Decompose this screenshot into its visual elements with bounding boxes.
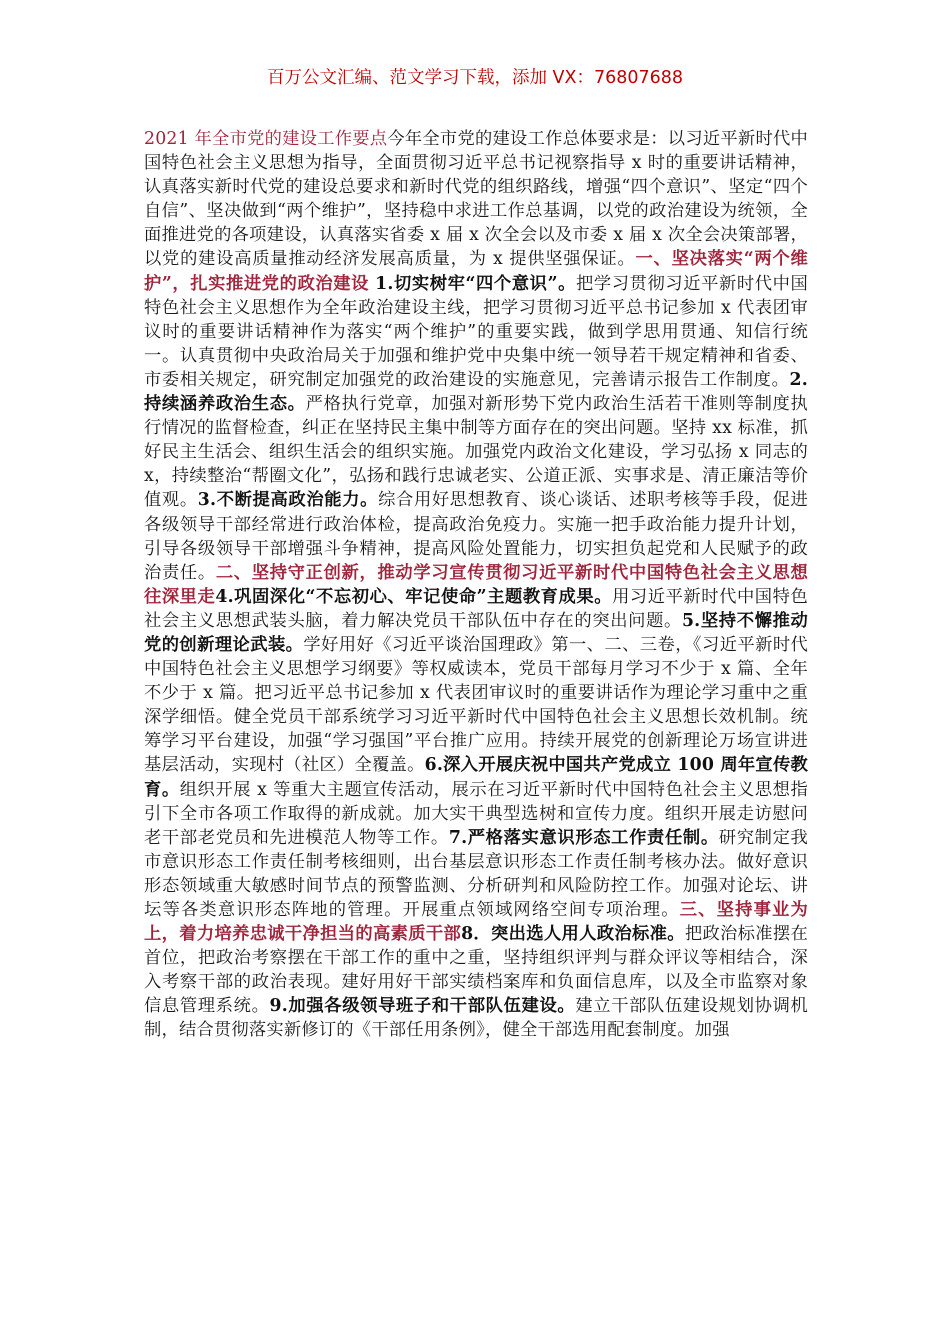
header-banner: 百万公文汇编、范文学习下载，添加 VX：76807688 bbox=[266, 68, 684, 88]
item-6-text: 组织开展 x 等重大主题宣传活动，展示在习近平新时代中国特色社会主义思想指引下全市各项工作取得的新成就。加大实干典型选树和宣传力度。组织开展走访慰问老干部老党员和先进模范人物等工作。 bbox=[144, 779, 808, 848]
document-body bbox=[144, 127, 808, 1043]
section-3-heading: 三、坚持事业为上，着力培养忠诚干净担当的高素质干部 bbox=[144, 900, 808, 945]
item-7-heading: 7.严格落实意识形态工作责任制。 bbox=[448, 827, 719, 848]
item-2-heading: 2.持续涵养政治生态。 bbox=[144, 369, 808, 415]
item-6-heading: 6.深入开展庆祝中国共产党成立 100 周年宣传教育。 bbox=[144, 755, 808, 800]
item-9-heading: 9.加强各级领导班子和干部队伍建设。 bbox=[269, 996, 576, 1017]
item-5-heading: 5.坚持不懈推动党的创新理论武装。 bbox=[144, 610, 808, 655]
item-8-text: 把政治标准摆在首位，把政治考察摆在干部工作的重中之重，坚持组织评判与群众评议等相结合，深入考察干部的政治表现。建好用好干部实绩档案库和负面信息库，以及全市监察对象信息管理系统。 bbox=[144, 924, 809, 1017]
item-3-text: 综合用好思想教育、谈心谈话、述职考核等手段，促进各级领导干部经常进行政治体检，提高政治免疫力。实施一把手政治能力提升计划，引导各级领导干部增强斗争精神，提高风险处置能力，切实担负起党和人民赋予的政治责任。 bbox=[144, 490, 808, 583]
item-5-text: 学好用好《习近平谈治国理政》第一、二、三卷，《习近平新时代中国特色社会主义思想学习纲要》等权威读本，党员干部每月学习不少于 x 篇、全年不少于 x 篇。把习近平总书记参加 x 代表团审议时的重要讲话作为理论学习重中之重深学细悟。健全党员干部系统学习习近平新时代中国特色社会主义思想长效机制。统筹学习平台建设，加强“学习强国”平台推广应用。持续开展党的创新理论万场宣讲进基层活动，实现村（社区）全覆盖。 bbox=[144, 634, 809, 776]
item-2-text: 严格执行党章，加强对新形势下党内政治生活若干准则等制度执行情况的监督检查，纠正在坚持民主集中制等方面存在的突出问题。坚持 xx 标准，抓好民主生活会、组织生活会的组织实施。加强党内政治文化建设，学习弘扬 x 同志的 x，持续整治“帮圈文化”，弘扬和践行忠诚老实、公道正派、实事求是、清正廉洁等价值观。 bbox=[144, 394, 808, 511]
intro-paragraph: 今年全市党的建设工作总体要求是：以习近平新时代中国特色社会主义思想为指导，全面贯彻习近平总书记视察指导 x 时的重要讲话精神，认真落实新时代党的建设总要求和新时代党的组织路线，增强“四个意识”、坚定“四个自信”、坚决做到“两个维护”，坚持稳中求进工作总基调，以党的政治建设为统领，全面推进党的各项建设，认真落实省委 x 届 x 次全会以及市委 x 届 x 次全会决策部署，以党的建设高质量推动经济发展高质量，为 x 提供坚强保证。 bbox=[144, 129, 808, 270]
item-4-text: 用习近平新时代中国特色社会主义思想武装头脑，着力解决党员干部队伍中存在的突出问题。 bbox=[144, 586, 808, 631]
document-title: 2021 年全市党的建设工作要点 bbox=[144, 129, 388, 149]
section-1-heading: 一、坚决落实“两个维护”，扎实推进党的政治建设 bbox=[144, 249, 808, 294]
item-1-text: 把学习贯彻习近平新时代中国特色社会主义思想作为全年政治建设主线，把学习贯彻习近平总书记参加 x 代表团审议时的重要讲话精神作为落实“两个维护”的重要实践，做到学思用贯通、知信行统一。认真贯彻中央政治局关于加强和维护党中央集中统一领导若干规定精神和省委、市委相关规定，研究制定加强党的政治建设的实施意见，完善请示报告工作制度。 bbox=[144, 273, 808, 390]
item-3-heading: 3.不断提高政治能力。 bbox=[197, 490, 379, 511]
section-2-heading: 二、坚持守正创新，推动学习宣传贯彻习近平新时代中国特色社会主义思想往深里走 bbox=[144, 562, 808, 607]
item-4-heading: 4.巩固深化“不忘初心、牢记使命”主题教育成果。 bbox=[215, 586, 613, 607]
item-9-text: 建立干部队伍建设规划协调机制，结合贯彻落实新修订的《干部任用条例》，健全干部选用配套制度。加强 bbox=[144, 996, 808, 1041]
item-7-text: 研究制定我市意识形态工作责任制考核细则，出台基层意识形态工作责任制考核办法。做好意识形态领域重大敏感时间节点的预警监测、分析研判和风险防控工作。加强对论坛、讲坛等各类意识形态阵地的管理。开展重点领域网络空间专项治理。 bbox=[144, 827, 808, 920]
item-8-heading: 8．突出选人用人政治标准。 bbox=[461, 924, 685, 945]
item-1-heading: 1.切实树牢“四个意识”。 bbox=[375, 273, 576, 294]
